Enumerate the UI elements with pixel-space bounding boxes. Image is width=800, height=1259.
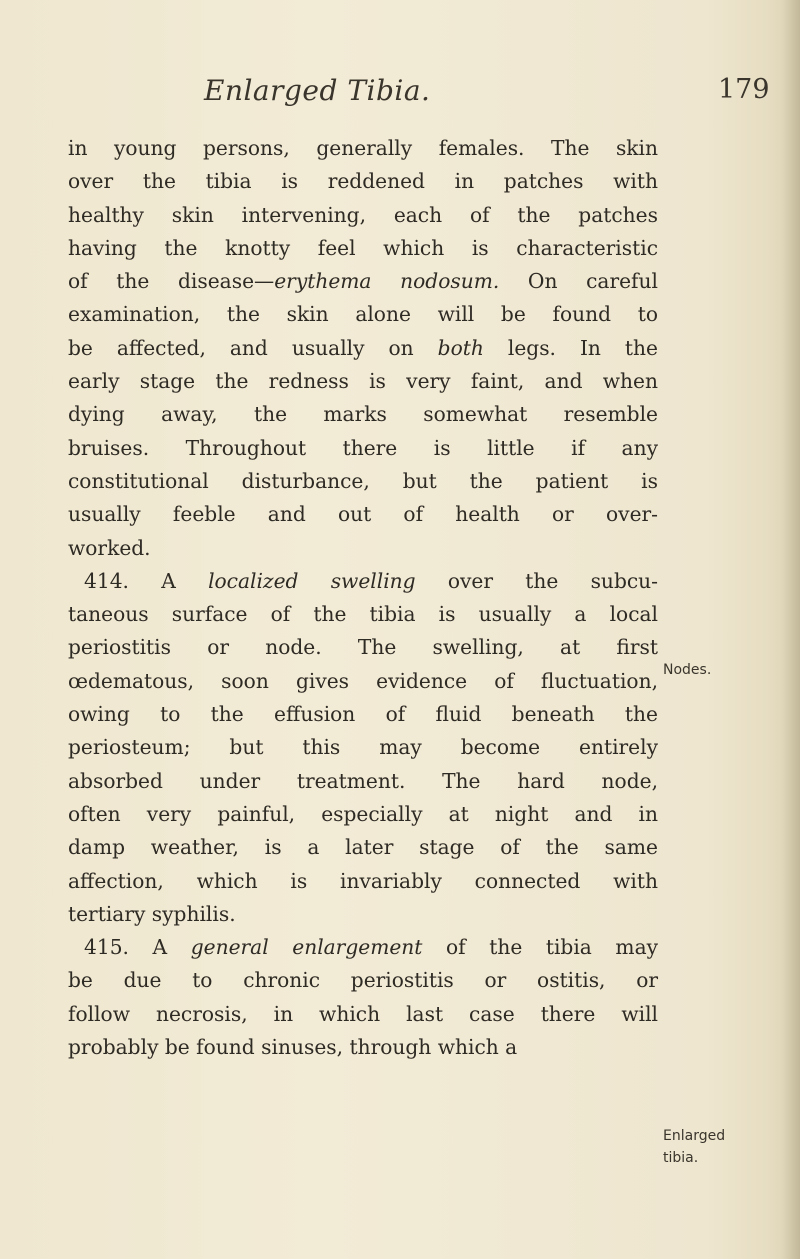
text-run: On careful [499, 269, 658, 294]
text-line: follow necrosis, in which last case there will [68, 1001, 658, 1026]
text-run: of the tibia may [422, 935, 659, 960]
text-line: usually feeble and out of health or over- [68, 502, 658, 527]
text-run: be affected, and usually on [68, 335, 438, 360]
text-line [68, 265, 658, 298]
text-run: 415. A [84, 935, 191, 960]
text-line: early stage the redness is very faint, and when [68, 369, 658, 394]
text-line [68, 565, 658, 598]
text-line: œdematous, soon gives evidence of fluctuation, [68, 668, 658, 693]
italic-text-run: localized swelling [208, 568, 416, 593]
text-line: often very painful, especially at night and in [68, 801, 658, 826]
text-line: periostitis or node. The swelling, at first [68, 635, 658, 660]
text-run: of the disease— [68, 269, 275, 294]
text-line: in young persons, generally females. The skin [68, 136, 658, 160]
italic-text-run: both [437, 335, 484, 360]
text-line: owing to the effusion of fluid beneath the [68, 702, 658, 727]
page-edge-shadow [782, 0, 800, 1259]
body-text [68, 132, 658, 1064]
margin-note-nodes: Nodes. [663, 662, 712, 678]
text-line: examination, the skin alone will be found to [68, 302, 658, 327]
italic-text-run: general enlargement [190, 935, 423, 960]
running-title: Enlarged Tibia. [204, 74, 431, 107]
text-run: legs. In the [483, 335, 658, 360]
text-run: over the subcu- [415, 568, 658, 593]
margin-note-enlarged: Enlarged [663, 1128, 726, 1144]
text-line [68, 332, 658, 365]
text-line: dying away, the marks somewhat resemble [68, 402, 658, 427]
text-line: periosteum; but this may become entirely [68, 735, 658, 760]
text-line: worked. [68, 535, 151, 560]
text-line: bruises. Throughout there is little if any [68, 435, 658, 460]
running-head [0, 74, 800, 114]
page-number: 179 [718, 74, 770, 105]
italic-text-run: erythema nodosum. [274, 269, 500, 294]
text-line: absorbed under treatment. The hard node, [68, 768, 658, 793]
text-line [68, 931, 658, 964]
text-line: taneous surface of the tibia is usually a local [68, 602, 658, 627]
text-line: be due to chronic periostitis or ostitis, or [68, 968, 658, 993]
text-line: affection, which is invariably connected with [68, 868, 658, 893]
margin-note-tibia: tibia. [663, 1150, 699, 1166]
text-line: over the tibia is reddened in patches with [68, 169, 658, 194]
text-line: having the knotty feel which is characteristic [68, 235, 658, 260]
text-line: probably be found sinuses, through which a [68, 1035, 518, 1060]
text-line: constitutional disturbance, but the patient is [68, 468, 658, 493]
text-line: damp weather, is a later stage of the same [68, 835, 658, 860]
text-line: tertiary syphilis. [68, 901, 236, 926]
text-line: healthy skin intervening, each of the patches [68, 202, 658, 227]
text-run: 414. A [84, 568, 209, 593]
